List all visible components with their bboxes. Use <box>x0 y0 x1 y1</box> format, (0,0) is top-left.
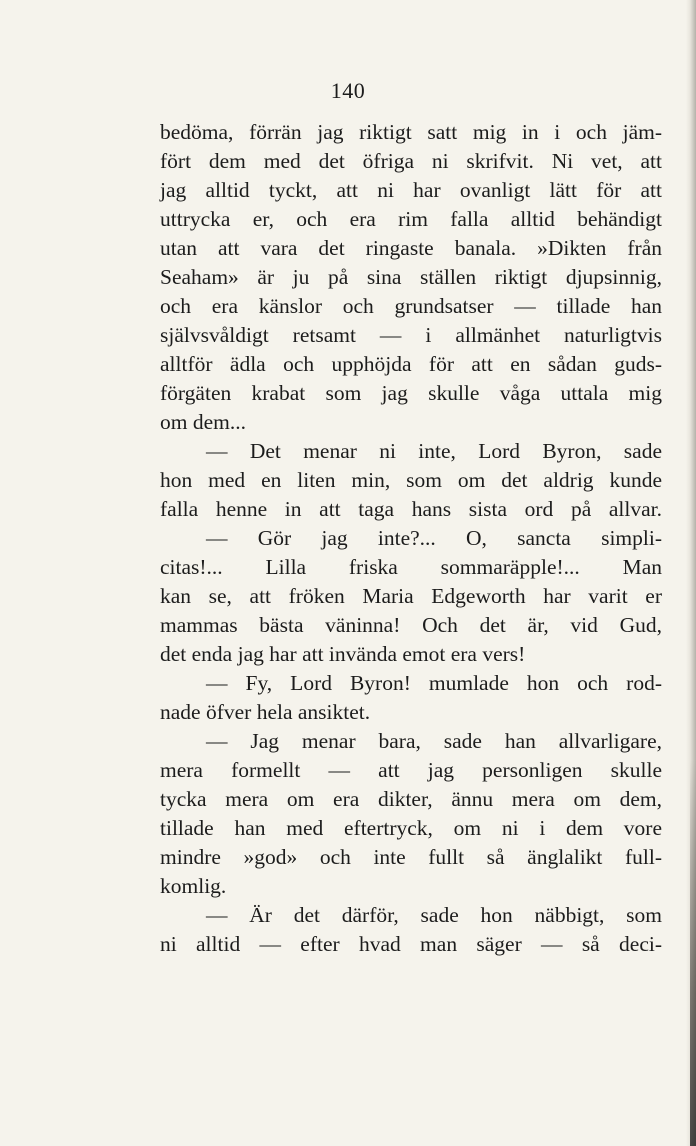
text-line: Seaham» är ju på sina ställen riktigt djupsinnig, <box>160 265 662 289</box>
text-line: det enda jag har att invända emot era vers! <box>160 642 526 666</box>
text-line: hon med en liten min, som om det aldrig kunde <box>160 468 662 492</box>
page-number: 140 <box>330 78 366 103</box>
page-edge-dark <box>690 760 696 1146</box>
text-line: alltför ädla och upphöjda för att en sådan guds- <box>160 352 662 376</box>
text-line: citas!... Lilla friska sommaräpple!... Man <box>160 555 662 579</box>
text-line: bedöma, förrän jag riktigt satt mig in i och jäm- <box>160 120 662 144</box>
text-line: — Gör jag inte?... O, sancta simpli- <box>206 526 662 550</box>
text-line: uttrycka er, och era rim falla alltid behändigt <box>160 207 662 231</box>
text-line: jag alltid tyckt, att ni har ovanligt lätt för att <box>160 178 662 202</box>
text-line: komlig. <box>160 874 227 898</box>
text-line: utan att vara det ringaste banala. »Dikten från <box>160 236 662 260</box>
text-line: — Det menar ni inte, Lord Byron, sade <box>206 439 662 463</box>
text-line: ni alltid — efter hvad man säger — så deci- <box>160 932 662 956</box>
text-line: fört dem med det öfriga ni skrifvit. Ni vet, att <box>160 149 662 173</box>
text-line: falla henne in att taga hans sista ord på allvar. <box>160 497 662 521</box>
text-line: mindre »god» och inte fullt så änglalikt full- <box>160 845 662 869</box>
text-line: tillade han med eftertryck, om ni i dem vore <box>160 816 662 840</box>
text-line: — Jag menar bara, sade han allvarligare, <box>206 729 662 753</box>
text-line: om dem... <box>160 410 246 434</box>
body-text <box>160 118 662 959</box>
text-line: nade öfver hela ansiktet. <box>160 700 371 724</box>
text-line: tycka mera om era dikter, ännu mera om dem, <box>160 787 662 811</box>
text-line: självsvåldigt retsamt — i allmänhet naturligtvis <box>160 323 662 347</box>
text-line: förgäten krabat som jag skulle våga uttala mig <box>160 381 662 405</box>
text-line: mera formellt — att jag personligen skulle <box>160 758 662 782</box>
text-line: — Fy, Lord Byron! mumlade hon och rod- <box>206 671 662 695</box>
text-line: kan se, att fröken Maria Edgeworth har varit er <box>160 584 662 608</box>
text-line: mammas bästa väninna! Och det är, vid Gud, <box>160 613 662 637</box>
text-line: — Är det därför, sade hon näbbigt, som <box>206 903 662 927</box>
text-line: och era känslor och grundsatser — tillade han <box>160 294 662 318</box>
